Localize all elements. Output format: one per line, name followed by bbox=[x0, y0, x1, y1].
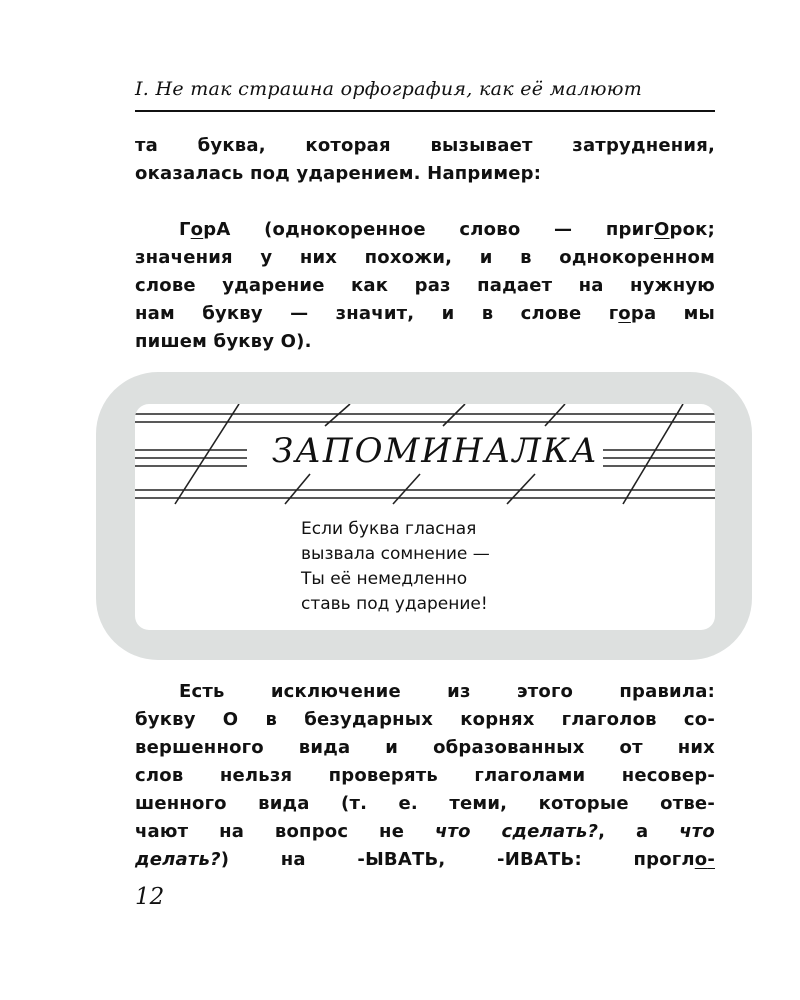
paragraph-3-line-6 bbox=[135, 818, 715, 846]
text-fragment: , а bbox=[598, 821, 680, 842]
stressed-letter: О bbox=[654, 219, 670, 240]
mnemonic-callout bbox=[135, 404, 715, 630]
paragraph-1 bbox=[135, 132, 715, 188]
running-head: I. Не так страшна орфография, как её малюют bbox=[135, 78, 643, 100]
word-gora-g: Г bbox=[179, 219, 191, 240]
text-fragment: из этого правила: bbox=[400, 681, 715, 702]
stressed-letter: о bbox=[618, 303, 631, 324]
text-fragment: чают на вопрос не bbox=[135, 821, 435, 842]
header-rule bbox=[135, 110, 715, 112]
word-gora-r: р bbox=[203, 219, 217, 240]
poem-line: Если буква гласная bbox=[301, 519, 477, 539]
italic-phrase: что bbox=[679, 821, 715, 842]
italic-phrase: что сделать? bbox=[434, 821, 599, 842]
callout-title: ЗАПОМИНАЛКА bbox=[268, 431, 603, 471]
paragraph-3-line-5: шенного вида (т. е. теми, которые отве- bbox=[135, 793, 715, 814]
text-fragment: ) на -ЫВАТЬ, -ИВАТЬ: прогл bbox=[220, 849, 695, 870]
text-fragment: ра мы bbox=[630, 303, 715, 324]
paragraph-3 bbox=[135, 678, 715, 874]
stressed-letter: о bbox=[190, 219, 204, 240]
poem-line: ставь под ударение! bbox=[301, 594, 488, 614]
page-number: 12 bbox=[135, 884, 165, 910]
paragraph-3-line-4: слов нельзя проверять глаголами несовер- bbox=[135, 765, 715, 786]
text-fragment: (однокоренное слово — приг bbox=[230, 219, 655, 240]
poem-line: Ты её немедленно bbox=[301, 569, 468, 589]
paragraph-3-line-3: вершенного вида и образованных от них bbox=[135, 737, 715, 758]
text-fragment: рок; bbox=[669, 219, 715, 240]
mnemonic-poem bbox=[301, 517, 490, 617]
paragraph-3-line-2: букву О в безударных корнях глаголов со- bbox=[135, 709, 715, 730]
text-fragment: нам букву — значит, и в слове г bbox=[135, 303, 619, 324]
poem-line: вызвала сомнение — bbox=[301, 544, 490, 564]
paragraph-3-line-1 bbox=[135, 678, 715, 706]
paragraph-1-line-1: та буква, которая вызывает затруднения, bbox=[135, 135, 715, 156]
paragraph-2-line-5: пишем букву О). bbox=[135, 331, 312, 352]
text-fragment: Есть bbox=[179, 681, 271, 702]
paragraph-3-line-7 bbox=[135, 846, 715, 874]
italic-phrase: делать? bbox=[135, 849, 221, 870]
paragraph-2-line-1 bbox=[135, 216, 715, 244]
paragraph-2-line-2: значения у них похожи, и в однокоренном bbox=[135, 247, 715, 268]
hyphen: - bbox=[707, 849, 715, 870]
paragraph-2-line-4 bbox=[135, 300, 715, 328]
paragraph-2-line-3: слове ударение как раз падает на нужную bbox=[135, 275, 715, 296]
word-gora-a: А bbox=[216, 219, 231, 240]
stressed-letter: о bbox=[694, 849, 708, 870]
emphasized-word: исключение bbox=[270, 681, 401, 702]
paragraph-1-line-2: оказалась под ударением. Например: bbox=[135, 163, 542, 184]
paragraph-2 bbox=[135, 216, 715, 356]
